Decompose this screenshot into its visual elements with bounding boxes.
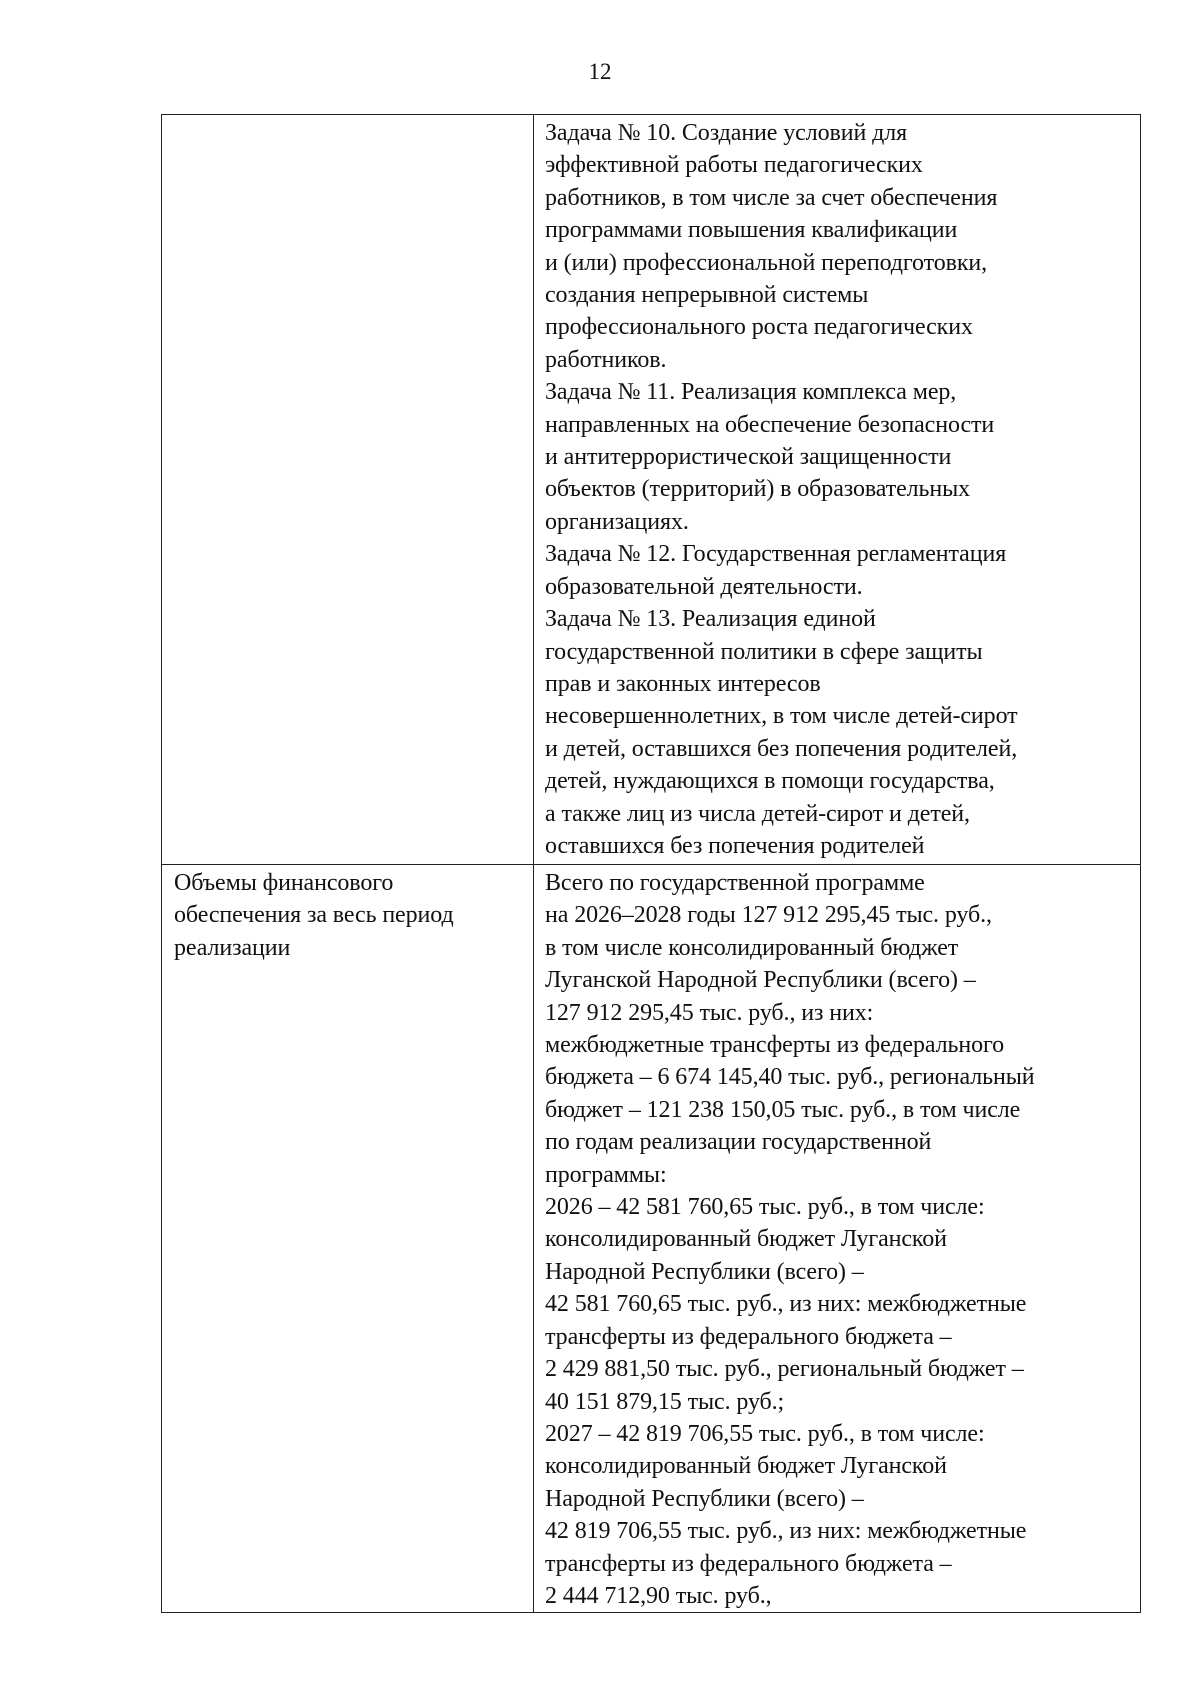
text-line: программами повышения квалификации	[545, 217, 958, 244]
text-line: организациях.	[545, 508, 689, 535]
text-line: 42 581 760,65 тыс. руб., из них: межбюджетные	[545, 1291, 1027, 1318]
text-line: консолидированный бюджет Луганской	[545, 1226, 947, 1253]
text-line: образовательной деятельности.	[545, 573, 863, 600]
text-line: оставшихся без попечения родителей	[545, 832, 925, 859]
text-line: 40 151 879,15 тыс. руб.;	[545, 1388, 785, 1415]
text-line: и (или) профессиональной переподготовки,	[545, 249, 988, 276]
text-line: бюджета – 6 674 145,40 тыс. руб., региональный	[545, 1064, 1035, 1091]
text-line: объектов (территорий) в образовательных	[545, 476, 971, 503]
text-line: создания непрерывной системы	[545, 282, 869, 309]
text-line: программы:	[545, 1161, 667, 1188]
text-line: государственной политики в сфере защиты	[545, 638, 983, 665]
text-line: и антитеррористической защищенности	[545, 444, 952, 471]
text-line: несовершеннолетних, в том числе детей-сирот	[545, 703, 1018, 730]
row2-right-cell	[534, 865, 1141, 1613]
text-line: по годам реализации государственной	[545, 1129, 932, 1156]
table-row-tasks	[162, 115, 1141, 865]
text-line: трансферты из федерального бюджета –	[545, 1550, 952, 1577]
text-line: в том числе консолидированный бюджет	[545, 934, 959, 961]
text-line: работников.	[545, 346, 667, 373]
page-number: 12	[588, 59, 612, 84]
text-line: направленных на обеспечение безопасности	[545, 411, 995, 438]
row2-left-cell	[162, 865, 534, 1613]
text-line: Задача № 13. Реализация единой	[545, 606, 876, 633]
text-line: Задача № 11. Реализация комплекса мер,	[545, 379, 957, 406]
text-line: эффективной работы педагогических	[545, 152, 923, 179]
program-passport-table	[161, 114, 1141, 1613]
text-line: межбюджетные трансферты из федерального	[545, 1032, 1005, 1059]
text-line: бюджет – 121 238 150,05 тыс. руб., в том числе	[545, 1096, 1021, 1123]
text-line: профессионального роста педагогических	[545, 314, 973, 341]
table-row-funding	[162, 865, 1141, 1613]
row1-left-cell	[162, 115, 534, 865]
text-line: Народной Республики (всего) –	[545, 1258, 864, 1285]
text-line: Задача № 10. Создание условий для	[545, 120, 908, 146]
text-line: 42 819 706,55 тыс. руб., из них: межбюджетные	[545, 1518, 1027, 1545]
text-line: детей, нуждающихся в помощи государства,	[545, 768, 995, 795]
text-line: 2026 – 42 581 760,65 тыс. руб., в том числе:	[545, 1194, 985, 1221]
text-line: 2027 – 42 819 706,55 тыс. руб., в том числе:	[545, 1420, 985, 1447]
row1-right-cell	[534, 115, 1141, 865]
text-line: Всего по государственной программе	[545, 870, 925, 896]
text-line: Задача № 12. Государственная регламентация	[545, 541, 1007, 568]
text-line: 127 912 295,45 тыс. руб., из них:	[545, 999, 874, 1026]
text-line: консолидированный бюджет Луганской	[545, 1453, 947, 1480]
text-line: Луганской Народной Республики (всего) –	[545, 967, 976, 994]
text-line: прав и законных интересов	[545, 670, 821, 697]
text-line: трансферты из федерального бюджета –	[545, 1323, 952, 1350]
text-line: Народной Республики (всего) –	[545, 1485, 864, 1512]
text-line: обеспечения за весь период	[174, 902, 454, 929]
text-line: а также лиц из числа детей-сирот и детей,	[545, 800, 970, 827]
text-line: 2 429 881,50 тыс. руб., региональный бюджет –	[545, 1356, 1024, 1383]
text-line: работников, в том числе за счет обеспечения	[545, 184, 998, 211]
text-line: 2 444 712,90 тыс. руб.,	[545, 1582, 772, 1609]
text-line: и детей, оставшихся без попечения родителей,	[545, 735, 1018, 762]
text-line: реализации	[174, 934, 291, 961]
text-line: Объемы финансового	[174, 870, 394, 896]
text-line: на 2026–2028 годы 127 912 295,45 тыс. руб.,	[545, 902, 992, 929]
